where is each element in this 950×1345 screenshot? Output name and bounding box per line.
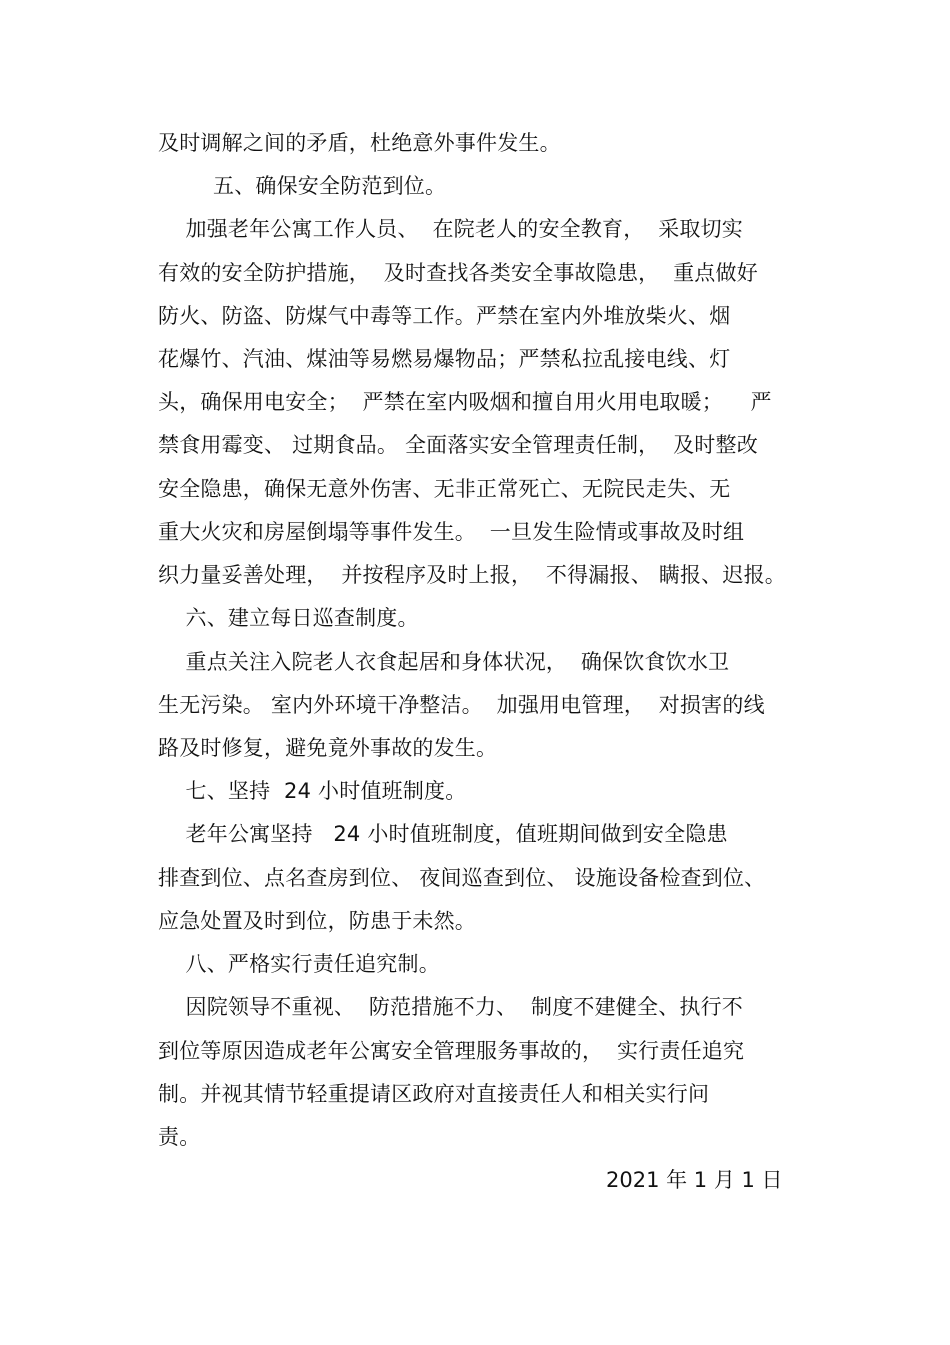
text-line: 及时调解之间的矛盾，杜绝意外事件发生。: [158, 131, 561, 155]
text-line: 到位等原因造成老年公寓安全管理服务事故的， 实行责任追究: [158, 1039, 745, 1063]
text-line: 头，确保用电安全； 严禁在室内吸烟和擅自用火用电取暖； 严: [158, 390, 772, 414]
text-line: 禁食用霉变、 过期食品。 全面落实安全管理责任制， 及时整改: [158, 433, 758, 457]
text-line: 排查到位、点名查房到位、 夜间巡查到位、 设施设备检查到位、: [158, 866, 766, 890]
text-line: 防火、防盗、防煤气中毒等工作。严禁在室内外堆放柴火、烟: [158, 304, 731, 328]
text-line: 制。并视其情节轻重提请区政府对直接责任人和相关实行问: [158, 1082, 710, 1106]
section-heading: 五、确保安全防范到位。: [158, 174, 447, 198]
text-line: 重点关注入院老人衣食起居和身体状况， 确保饮食饮水卫: [158, 650, 730, 674]
section-heading: 七、坚持 24 小时值班制度。: [158, 779, 467, 803]
section-heading: 八、严格实行责任追究制。: [158, 952, 440, 976]
document-date: 2021 年 1 月 1 日: [606, 1168, 783, 1192]
text-line: 生无污染。 室内外环境干净整洁。 加强用电管理， 对损害的线: [158, 693, 765, 717]
text-line: 加强老年公寓工作人员、 在院老人的安全教育， 采取切实: [158, 217, 743, 241]
section-heading: 六、建立每日巡查制度。: [158, 606, 419, 630]
text-line: 老年公寓坚持 24 小时值班制度，值班期间做到安全隐患: [158, 822, 728, 846]
text-line: 安全隐患，确保无意外伤害、无非正常死亡、无院民走失、无: [158, 477, 731, 501]
text-line: 有效的安全防护措施， 及时查找各类安全事故隐患， 重点做好: [158, 261, 758, 285]
text-line: 重大火灾和房屋倒塌等事件发生。 一旦发生险情或事故及时组: [158, 520, 745, 544]
text-line: 花爆竹、汽油、煤油等易燃易爆物品；严禁私拉乱接电线、灯: [158, 347, 731, 371]
text-line: 责。: [158, 1125, 201, 1149]
text-line: 应急处置及时到位，防患于未然。: [158, 909, 476, 933]
text-line: 路及时修复，避免竟外事故的发生。: [158, 736, 498, 760]
text-line: 因院领导不重视、 防范措施不力、 制度不建健全、执行不: [158, 995, 743, 1019]
text-line: 织力量妥善处理， 并按程序及时上报， 不得漏报、 瞒报、迟报。: [158, 563, 786, 587]
